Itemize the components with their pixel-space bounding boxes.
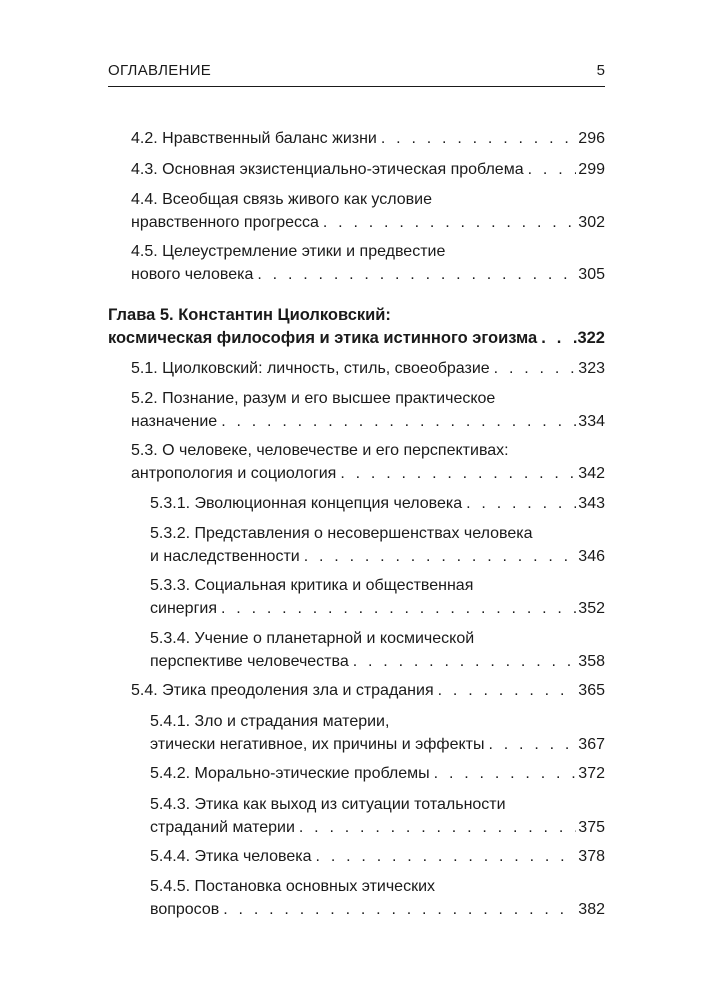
dot-leader: [537, 327, 571, 350]
toc-entry-page: 334: [578, 413, 605, 430]
toc-entry-title-cont: вопросов: [150, 901, 220, 918]
toc-entry-title: 5.3.3. Социальная критика и общественная: [150, 577, 474, 594]
dot-leader: [462, 492, 576, 515]
toc-entry-title: 5.4.1. Зло и страдания материи,: [150, 713, 390, 730]
toc-entry-title: 5.4.2. Морально-этические проблемы: [150, 765, 430, 782]
dot-leader: [490, 357, 577, 380]
toc-chapter-5: [108, 304, 605, 350]
toc-entry-title-cont: этически негативное, их причины и эффекты: [150, 736, 485, 753]
toc-entry-title: 5.2. Познание, разум и его высшее практическое: [131, 390, 496, 407]
running-header-title: ОГЛАВЛЕНИЕ: [108, 62, 212, 79]
toc-entry-title: 5.4.3. Этика как выход из ситуации тотальности: [150, 796, 506, 813]
toc-entry-title: 5.3.1. Эволюционная концепция человека: [150, 495, 463, 512]
dot-leader: [434, 679, 577, 702]
toc-entry-5-4-1: [150, 710, 605, 756]
toc-entry-5-3-1: [150, 492, 605, 515]
chapter-title: Глава 5. Константин Циолковский:: [108, 306, 391, 324]
toc-entry-title: 4.3. Основная экзистенциально-этическая проблема: [131, 161, 524, 178]
toc-entry-page: 367: [578, 736, 605, 753]
toc-entry-page: 299: [578, 161, 605, 178]
dot-leader: [336, 462, 576, 485]
dot-leader: [484, 733, 576, 756]
toc-entry-title-cont: антропология и социология: [131, 465, 337, 482]
toc-entry-5-3-4: [150, 627, 605, 673]
toc-entry-page: 343: [578, 495, 605, 512]
dot-leader: [219, 898, 576, 921]
toc-entry-5-3-2: [150, 522, 605, 568]
toc-entry-page: 372: [578, 765, 605, 782]
dot-leader: [377, 127, 576, 150]
toc-entry-4-3: [131, 158, 605, 181]
dot-leader: [217, 597, 576, 620]
toc-entry-4-4: [131, 188, 605, 234]
dot-leader: [253, 263, 576, 286]
toc-entry-page: 375: [578, 819, 605, 836]
dot-leader: [312, 845, 577, 868]
toc-entry-title: 4.4. Всеобщая связь живого как условие: [131, 191, 432, 208]
toc-entry-5-1: [131, 357, 605, 380]
toc-entry-title-cont: нового человека: [131, 266, 254, 283]
chapter-page: .322: [572, 329, 605, 347]
dot-leader: [319, 211, 576, 234]
toc-entry-5-2: [131, 387, 605, 433]
page-number: 5: [596, 62, 605, 79]
toc-entry-title-cont: и наследственности: [150, 548, 300, 565]
chapter-title-cont: космическая философия и этика истинного эгоизма: [108, 329, 538, 347]
toc-entry-page: 342: [578, 465, 605, 482]
toc-entry-page: 358: [578, 653, 605, 670]
toc-entry-title-cont: перспективе человечества: [150, 653, 349, 670]
toc-entry-page: 305: [578, 266, 605, 283]
toc-entry-5-4: [131, 679, 605, 702]
toc-entry-title-cont: назначение: [131, 413, 218, 430]
toc-entry-title-cont: синергия: [150, 600, 218, 617]
toc-entry-5-4-2: [150, 762, 605, 785]
toc-entry-title-cont: страданий материи: [150, 819, 295, 836]
toc-entry-5-4-4: [150, 845, 605, 868]
toc-entry-page: 382: [578, 901, 605, 918]
toc-entry-5-4-5: [150, 875, 605, 921]
toc-entry-title: 5.3. О человеке, человечестве и его перспективах:: [131, 442, 509, 459]
toc-entry-title: 4.5. Целеустремление этики и предвестие: [131, 243, 446, 260]
toc-entry-title: 5.4.5. Постановка основных этических: [150, 878, 436, 895]
dot-leader: [295, 816, 576, 839]
toc-entry-5-3-3: [150, 574, 605, 620]
dot-leader: [524, 158, 577, 181]
toc-entry-page: 365: [578, 682, 605, 699]
toc-entry-title: 5.3.2. Представления о несовершенствах человека: [150, 525, 533, 542]
toc-entry-title: 5.1. Циолковский: личность, стиль, своеобразие: [131, 360, 490, 377]
toc-entry-title: 5.4. Этика преодоления зла и страдания: [131, 682, 434, 699]
dot-leader: [217, 410, 576, 433]
toc-entry-title: 5.3.4. Учение о планетарной и космической: [150, 630, 475, 647]
toc-entry-4-5: [131, 240, 605, 286]
toc-entry-title-cont: нравственного прогресса: [131, 214, 319, 231]
toc-entry-title: 4.2. Нравственный баланс жизни: [131, 130, 377, 147]
dot-leader: [430, 762, 577, 785]
toc-entry-4-2: [131, 127, 605, 150]
toc-entry-page: 352: [578, 600, 605, 617]
toc-entry-page: 378: [578, 848, 605, 865]
toc-entry-page: 302: [578, 214, 605, 231]
toc-entry-title: 5.4.4. Этика человека: [150, 848, 312, 865]
toc-entry-page: 346: [578, 548, 605, 565]
dot-leader: [349, 650, 577, 673]
dot-leader: [300, 545, 577, 568]
toc-entry-5-3: [131, 439, 605, 485]
toc-entry-page: 296: [578, 130, 605, 147]
toc-entry-5-4-3: [150, 793, 605, 839]
toc-entry-page: 323: [578, 360, 605, 377]
